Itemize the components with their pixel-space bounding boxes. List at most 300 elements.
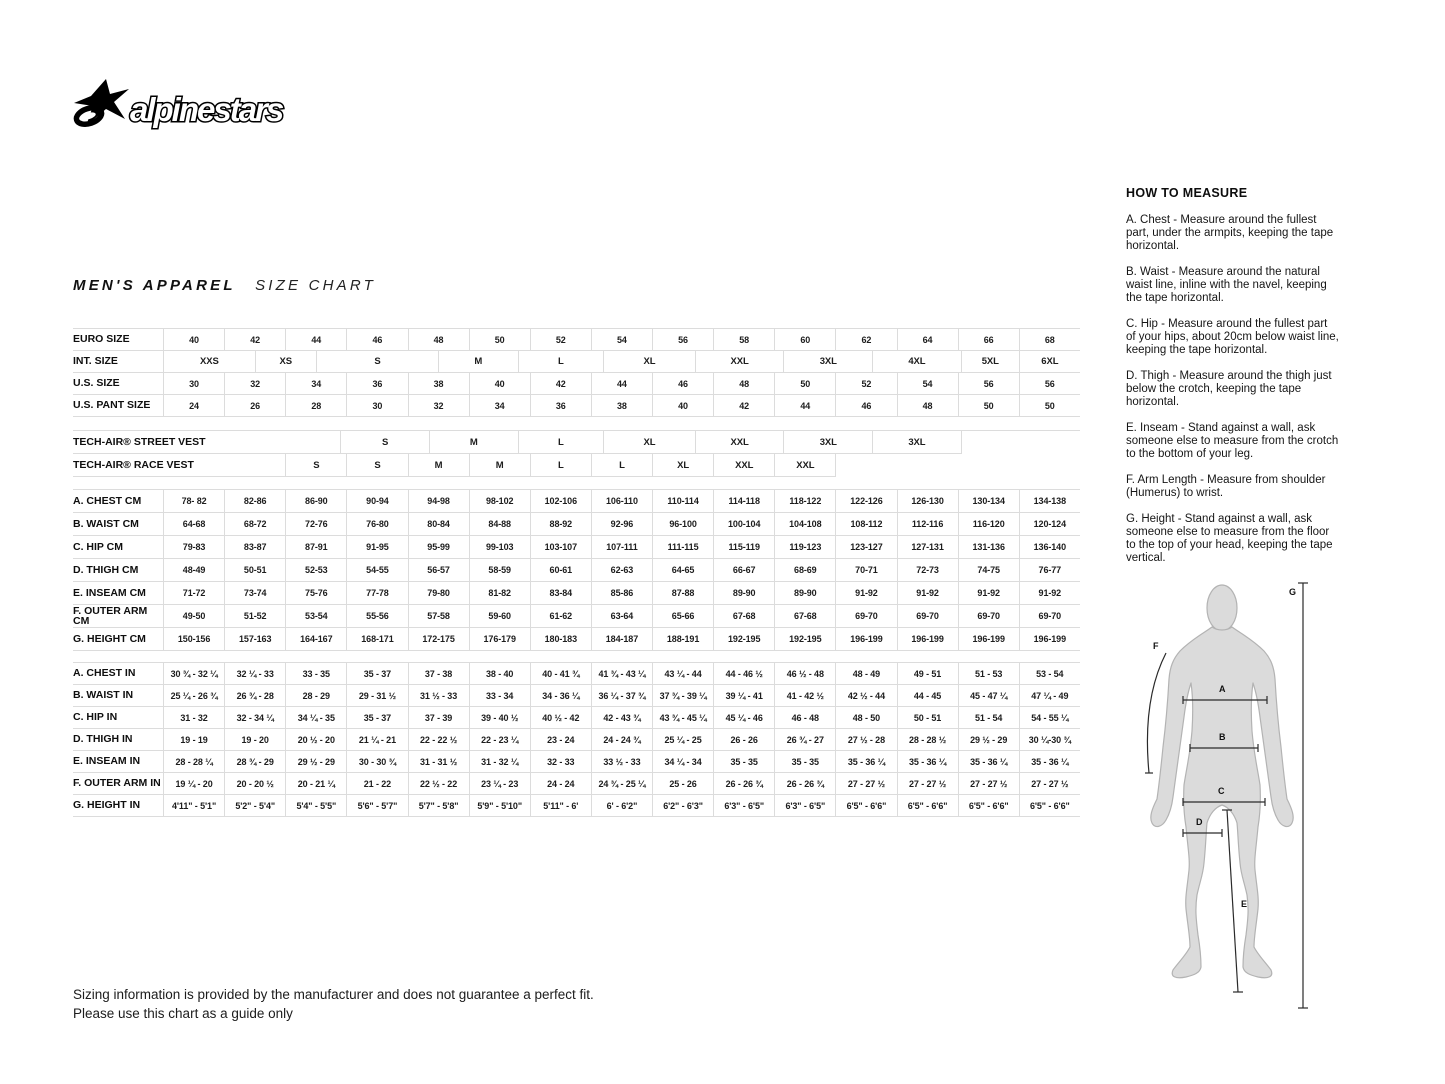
row-cells <box>163 751 1080 772</box>
value-cell: 50 - 51 <box>897 707 958 728</box>
value-cell: 42 <box>224 329 285 350</box>
table-row <box>73 559 1080 582</box>
value-cell: 30 <box>163 373 224 394</box>
value-cell: 196-199 <box>1019 628 1080 650</box>
figure-label-thigh: D <box>1196 817 1203 827</box>
value-cell: 71-72 <box>163 582 224 604</box>
value-cell: 82-86 <box>224 490 285 512</box>
value-cell: 85-86 <box>591 582 652 604</box>
value-cell: 31 - 31 ½ <box>408 751 469 772</box>
value-cell: 123-127 <box>835 536 896 558</box>
value-cell: 46 <box>346 329 407 350</box>
value-cell: 44 - 46 ½ <box>713 663 774 684</box>
value-cell: XXL <box>695 351 784 372</box>
value-cell: 22 ½ - 22 <box>408 773 469 794</box>
value-cell: 20 ½ - 20 <box>285 729 346 750</box>
value-cell: 20 - 21 ¼ <box>285 773 346 794</box>
value-cell: 6'2" - 6'3" <box>652 795 713 816</box>
value-cell: 65-66 <box>652 605 713 627</box>
row-label: TECH-AIR® RACE VEST <box>73 454 163 477</box>
value-cell: XL <box>603 351 695 372</box>
value-cell: 192-195 <box>774 628 835 650</box>
value-cell: 84-88 <box>469 513 530 535</box>
title-main: MEN'S APPAREL <box>73 277 236 294</box>
value-cell: 24 ¾ - 25 ¼ <box>591 773 652 794</box>
value-cell: 58 <box>713 329 774 350</box>
value-cell: 32 - 33 <box>530 751 591 772</box>
row-label: D. THIGH CM <box>73 563 139 576</box>
measurements-in-group <box>73 662 1080 817</box>
value-cell: 41 - 42 ½ <box>774 685 835 706</box>
value-cell: M <box>408 454 469 477</box>
alpinestars-wordmark: alpinestars <box>130 91 283 128</box>
value-cell: 37 - 39 <box>408 707 469 728</box>
figure-label-inseam: E <box>1241 899 1248 909</box>
row-cells <box>163 663 1080 684</box>
value-cell: 30 ¾ - 32 ¼ <box>163 663 224 684</box>
value-cell: 102-106 <box>530 490 591 512</box>
value-cell: 35 - 36 ¼ <box>1019 751 1080 772</box>
table-row <box>73 729 1080 751</box>
value-cell: 23 ¼ - 23 <box>469 773 530 794</box>
value-cell: 61-62 <box>530 605 591 627</box>
value-cell: 24 <box>163 395 224 416</box>
table-row <box>73 351 1080 373</box>
table-row <box>73 431 1080 454</box>
value-cell: 31 - 32 <box>163 707 224 728</box>
brand-logo <box>72 78 327 143</box>
value-cell: 172-175 <box>408 628 469 650</box>
value-cell: 51-52 <box>224 605 285 627</box>
value-cell: 157-163 <box>224 628 285 650</box>
title-sub: SIZE CHART <box>255 277 376 294</box>
value-cell: 50-51 <box>224 559 285 581</box>
value-cell: 50 <box>958 395 1019 416</box>
row-label: INT. SIZE <box>73 355 118 368</box>
value-cell: XXL <box>713 454 774 477</box>
value-cell: L <box>518 351 604 372</box>
value-cell: 35 - 35 <box>774 751 835 772</box>
value-cell: 67-68 <box>774 605 835 627</box>
row-label: E. INSEAM IN <box>73 755 141 768</box>
row-cells <box>163 395 1080 416</box>
table-row <box>73 707 1080 729</box>
value-cell: 40 <box>652 395 713 416</box>
value-cell: 168-171 <box>346 628 407 650</box>
value-cell: 50 <box>1019 395 1080 416</box>
value-cell: 112-116 <box>897 513 958 535</box>
value-cell: 76-80 <box>346 513 407 535</box>
row-cells <box>163 513 1080 535</box>
value-cell: 34 <box>285 373 346 394</box>
table-row <box>73 395 1080 417</box>
value-cell: 83-87 <box>224 536 285 558</box>
row-label: A. CHEST CM <box>73 494 142 507</box>
value-cell: 126-130 <box>897 490 958 512</box>
measure-heading: HOW TO MEASURE <box>1126 186 1248 200</box>
value-cell: 40 <box>163 329 224 350</box>
value-cell: 28 - 28 ½ <box>897 729 958 750</box>
row-cells <box>163 685 1080 706</box>
value-cell: 72-76 <box>285 513 346 535</box>
value-cell: 54 - 55 ¼ <box>1019 707 1080 728</box>
value-cell: 55-56 <box>346 605 407 627</box>
table-row <box>73 373 1080 395</box>
row-cells <box>163 707 1080 728</box>
measure-paragraph-inseam: E. Inseam - Stand against a wall, ask someone else to measure from the crotch to the bottom of your leg. <box>1126 422 1339 460</box>
value-cell: 136-140 <box>1019 536 1080 558</box>
value-cell: 91-95 <box>346 536 407 558</box>
value-cell: 46 <box>835 395 896 416</box>
value-cell: 44 <box>591 373 652 394</box>
value-cell: 57-58 <box>408 605 469 627</box>
value-cell: 45 ¼ - 46 <box>713 707 774 728</box>
row-label: B. WAIST IN <box>73 689 134 702</box>
value-cell: 86-90 <box>285 490 346 512</box>
value-cell: 3XL <box>783 351 872 372</box>
value-cell: 79-80 <box>408 582 469 604</box>
value-cell: 21 ¼ - 21 <box>346 729 407 750</box>
value-cell: 35 - 36 ¼ <box>958 751 1019 772</box>
value-cell: 29 ½ - 29 <box>958 729 1019 750</box>
size-chart-table <box>73 328 1080 817</box>
value-cell <box>835 454 1080 477</box>
value-cell: 19 - 19 <box>163 729 224 750</box>
value-cell: 69-70 <box>835 605 896 627</box>
value-cell: 54-55 <box>346 559 407 581</box>
table-row <box>73 685 1080 707</box>
value-cell: 28 - 29 <box>285 685 346 706</box>
value-cell: 48 <box>897 395 958 416</box>
value-cell: XXS <box>163 351 255 372</box>
value-cell: M <box>438 351 517 372</box>
value-cell: 6'5" - 6'6" <box>835 795 896 816</box>
value-cell: XS <box>255 351 316 372</box>
value-cell: 63-64 <box>591 605 652 627</box>
value-cell: 69-70 <box>958 605 1019 627</box>
row-label: F. OUTER ARM CM <box>73 604 148 627</box>
value-cell: 53-54 <box>285 605 346 627</box>
table-row <box>73 628 1080 651</box>
value-cell: XXL <box>774 454 835 477</box>
value-cell: 38 - 40 <box>469 663 530 684</box>
value-cell: 4'11" - 5'1" <box>163 795 224 816</box>
disclaimer-line-2: Please use this chart as a guide only <box>73 1006 293 1021</box>
row-cells <box>163 582 1080 604</box>
value-cell: 119-123 <box>774 536 835 558</box>
table-row <box>73 454 1080 477</box>
value-cell: L <box>530 454 591 477</box>
value-cell: 56 <box>652 329 713 350</box>
value-cell: 110-114 <box>652 490 713 512</box>
value-cell: 56 <box>958 373 1019 394</box>
value-cell: 89-90 <box>713 582 774 604</box>
value-cell: 134-138 <box>1019 490 1080 512</box>
row-label: C. HIP CM <box>73 540 123 553</box>
value-cell: 26 ¾ - 28 <box>224 685 285 706</box>
value-cell: 91-92 <box>897 582 958 604</box>
value-cell: 81-82 <box>469 582 530 604</box>
value-cell: 26 - 26 ¾ <box>713 773 774 794</box>
value-cell: 184-187 <box>591 628 652 650</box>
table-row <box>73 795 1080 817</box>
value-cell: 73-74 <box>224 582 285 604</box>
measure-line-height <box>1298 583 1308 1008</box>
row-label: D. THIGH IN <box>73 733 133 746</box>
value-cell: 49-50 <box>163 605 224 627</box>
value-cell: 188-191 <box>652 628 713 650</box>
value-cell: 19 ¼ - 20 <box>163 773 224 794</box>
value-cell: 33 - 35 <box>285 663 346 684</box>
value-cell: 26 ¾ - 27 <box>774 729 835 750</box>
figure-label-hip: C <box>1218 786 1225 796</box>
table-row <box>73 663 1080 685</box>
value-cell: 5'9" - 5'10" <box>469 795 530 816</box>
measure-paragraph-hip: C. Hip - Measure around the fullest part of your hips, about 20cm below waist line, keeping the tape horizontal. <box>1126 318 1339 356</box>
table-row <box>73 536 1080 559</box>
value-cell: 29 - 31 ½ <box>346 685 407 706</box>
value-cell: 28 <box>285 395 346 416</box>
value-cell: 180-183 <box>530 628 591 650</box>
value-cell: 21 - 22 <box>346 773 407 794</box>
row-cells <box>163 628 1080 650</box>
row-label: E. INSEAM CM <box>73 586 146 599</box>
value-cell: 28 ¾ - 29 <box>224 751 285 772</box>
value-cell: 87-88 <box>652 582 713 604</box>
value-cell: S <box>346 454 407 477</box>
value-cell: 192-195 <box>713 628 774 650</box>
body-figure-graphic <box>1140 575 1320 1015</box>
value-cell: 62 <box>835 329 896 350</box>
value-cell: 99-103 <box>469 536 530 558</box>
value-cell: 6' - 6'2" <box>591 795 652 816</box>
row-cells <box>163 454 1080 477</box>
value-cell: 34 ¼ - 34 <box>652 751 713 772</box>
measurements-cm-group <box>73 489 1080 651</box>
table-row <box>73 490 1080 513</box>
value-cell: 25 ¼ - 25 <box>652 729 713 750</box>
value-cell: 44 <box>774 395 835 416</box>
value-cell: 66 <box>958 329 1019 350</box>
value-cell: 67-68 <box>713 605 774 627</box>
value-cell: 77-78 <box>346 582 407 604</box>
value-cell: 40 <box>469 373 530 394</box>
value-cell: 34 - 36 ¼ <box>530 685 591 706</box>
value-cell: 51 - 54 <box>958 707 1019 728</box>
value-cell: 32 ¼ - 33 <box>224 663 285 684</box>
value-cell: 48 <box>713 373 774 394</box>
value-cell: 19 - 20 <box>224 729 285 750</box>
value-cell: 24 - 24 <box>530 773 591 794</box>
row-cells <box>163 329 1080 350</box>
value-cell: 6'3" - 6'5" <box>774 795 835 816</box>
value-cell: L <box>518 431 604 454</box>
value-cell: 34 <box>469 395 530 416</box>
value-cell: 60-61 <box>530 559 591 581</box>
value-cell: 94-98 <box>408 490 469 512</box>
value-cell: 108-112 <box>835 513 896 535</box>
value-cell: 56-57 <box>408 559 469 581</box>
value-cell: 36 <box>530 395 591 416</box>
row-label: TECH-AIR® STREET VEST <box>73 431 163 454</box>
value-cell: 32 <box>408 395 469 416</box>
value-cell: 39 - 40 ½ <box>469 707 530 728</box>
value-cell: 36 <box>346 373 407 394</box>
value-cell: 25 - 26 <box>652 773 713 794</box>
table-row <box>73 605 1080 628</box>
value-cell: 54 <box>897 373 958 394</box>
value-cell: 100-104 <box>713 513 774 535</box>
value-cell: 38 <box>408 373 469 394</box>
value-cell: 5'11" - 6' <box>530 795 591 816</box>
value-cell: 48 - 49 <box>835 663 896 684</box>
disclaimer <box>73 985 594 1023</box>
value-cell: 90-94 <box>346 490 407 512</box>
value-cell: 6'3" - 6'5" <box>713 795 774 816</box>
disclaimer-line-1: Sizing information is provided by the manufacturer and does not guarantee a perfect fit. <box>73 987 594 1002</box>
value-cell: 51 - 53 <box>958 663 1019 684</box>
value-cell: 62-63 <box>591 559 652 581</box>
value-cell: 80-84 <box>408 513 469 535</box>
value-cell: 39 ¼ - 41 <box>713 685 774 706</box>
figure-silhouette <box>1151 585 1293 978</box>
value-cell: 111-115 <box>652 536 713 558</box>
value-cell: 4XL <box>872 351 961 372</box>
row-cells <box>163 559 1080 581</box>
value-cell: 30 <box>346 395 407 416</box>
figure-label-waist: B <box>1219 732 1226 742</box>
value-cell: 127-131 <box>897 536 958 558</box>
value-cell: 32 - 34 ¼ <box>224 707 285 728</box>
value-cell: 30 - 30 ¾ <box>346 751 407 772</box>
value-cell: 116-120 <box>958 513 1019 535</box>
value-cell: 69-70 <box>1019 605 1080 627</box>
value-cell: 95-99 <box>408 536 469 558</box>
value-cell: 33 ½ - 33 <box>591 751 652 772</box>
value-cell: 43 ¼ - 44 <box>652 663 713 684</box>
value-cell: 103-107 <box>530 536 591 558</box>
value-cell: 31 - 32 ¼ <box>469 751 530 772</box>
value-cell: XL <box>652 454 713 477</box>
value-cell: 196-199 <box>958 628 1019 650</box>
value-cell: 66-67 <box>713 559 774 581</box>
value-cell: 56 <box>1019 373 1080 394</box>
value-cell: 74-75 <box>958 559 1019 581</box>
value-cell: 27 - 27 ½ <box>835 773 896 794</box>
value-cell: 33 - 34 <box>469 685 530 706</box>
value-cell: 68 <box>1019 329 1080 350</box>
measure-paragraph-chest: A. Chest - Measure around the fullest part, under the armpits, keeping the tape horizontal. <box>1126 214 1334 252</box>
value-cell: 47 ¼ - 49 <box>1019 685 1080 706</box>
value-cell: 76-77 <box>1019 559 1080 581</box>
table-row <box>73 773 1080 795</box>
table-row <box>73 329 1080 351</box>
measure-paragraph-arm: F. Arm Length - Measure from shoulder (Humerus) to wrist. <box>1126 474 1326 499</box>
value-cell: 104-108 <box>774 513 835 535</box>
value-cell: 27 - 27 ½ <box>958 773 1019 794</box>
value-cell: 37 ¾ - 39 ¼ <box>652 685 713 706</box>
value-cell: 69-70 <box>897 605 958 627</box>
measure-paragraph-waist: B. Waist - Measure around the natural waist line, inline with the navel, keeping the tape horizontal. <box>1126 266 1327 304</box>
value-cell: 53 - 54 <box>1019 663 1080 684</box>
value-cell: 52 <box>835 373 896 394</box>
value-cell: 6'5" - 6'6" <box>897 795 958 816</box>
value-cell: 106-110 <box>591 490 652 512</box>
value-cell: 6XL <box>1019 351 1080 372</box>
row-label: G. HEIGHT IN <box>73 799 141 812</box>
row-label: B. WAIST CM <box>73 517 139 530</box>
value-cell: 196-199 <box>897 628 958 650</box>
page-title <box>73 277 376 294</box>
value-cell: XXL <box>695 431 784 454</box>
value-cell: 31 ½ - 33 <box>408 685 469 706</box>
value-cell: XL <box>603 431 695 454</box>
value-cell: 37 - 38 <box>408 663 469 684</box>
figure-head <box>1207 585 1237 631</box>
alpinestars-star-icon <box>74 79 129 127</box>
value-cell: 35 - 37 <box>346 707 407 728</box>
value-cell: L <box>591 454 652 477</box>
value-cell: 28 - 28 ¼ <box>163 751 224 772</box>
value-cell: 49 - 51 <box>897 663 958 684</box>
value-cell: 30 ¼-30 ¾ <box>1019 729 1080 750</box>
row-label: U.S. PANT SIZE <box>73 399 151 412</box>
row-label: C. HIP IN <box>73 711 118 724</box>
value-cell: 46 - 48 <box>774 707 835 728</box>
value-cell: 91-92 <box>1019 582 1080 604</box>
value-cell: 40 - 41 ¾ <box>530 663 591 684</box>
value-cell: 23 - 24 <box>530 729 591 750</box>
value-cell: 59-60 <box>469 605 530 627</box>
measure-paragraph-thigh: D. Thigh - Measure around the thigh just below the crotch, keeping the tape horizontal. <box>1126 370 1332 408</box>
value-cell: 92-96 <box>591 513 652 535</box>
value-cell: 54 <box>591 329 652 350</box>
value-cell: 176-179 <box>469 628 530 650</box>
value-cell: 35 - 36 ¼ <box>835 751 896 772</box>
value-cell: 107-111 <box>591 536 652 558</box>
value-cell: 52 <box>530 329 591 350</box>
value-cell: 3XL <box>783 431 872 454</box>
value-cell: 60 <box>774 329 835 350</box>
row-cells <box>163 431 1080 454</box>
value-cell: 32 <box>224 373 285 394</box>
value-cell: 22 - 22 ½ <box>408 729 469 750</box>
value-cell: M <box>469 454 530 477</box>
value-cell: 64-65 <box>652 559 713 581</box>
value-cell: 64-68 <box>163 513 224 535</box>
row-label: EURO SIZE <box>73 333 130 346</box>
row-label: G. HEIGHT CM <box>73 632 146 645</box>
value-cell: 27 - 27 ½ <box>897 773 958 794</box>
value-cell: 44 - 45 <box>897 685 958 706</box>
row-cells <box>163 490 1080 512</box>
value-cell: 35 - 36 ¼ <box>897 751 958 772</box>
value-cell: 150-156 <box>163 628 224 650</box>
value-cell: S <box>285 454 346 477</box>
value-cell: 83-84 <box>530 582 591 604</box>
value-cell: 46 ½ - 48 <box>774 663 835 684</box>
value-cell: 35 - 35 <box>713 751 774 772</box>
value-cell: 98-102 <box>469 490 530 512</box>
value-cell: 42 - 43 ¾ <box>591 707 652 728</box>
value-cell: 38 <box>591 395 652 416</box>
value-cell: 91-92 <box>958 582 1019 604</box>
value-cell: 6'5" - 6'6" <box>958 795 1019 816</box>
figure-label-height: G <box>1289 587 1297 597</box>
row-cells <box>163 536 1080 558</box>
body-measurement-figure <box>1140 575 1320 1020</box>
table-row <box>73 582 1080 605</box>
